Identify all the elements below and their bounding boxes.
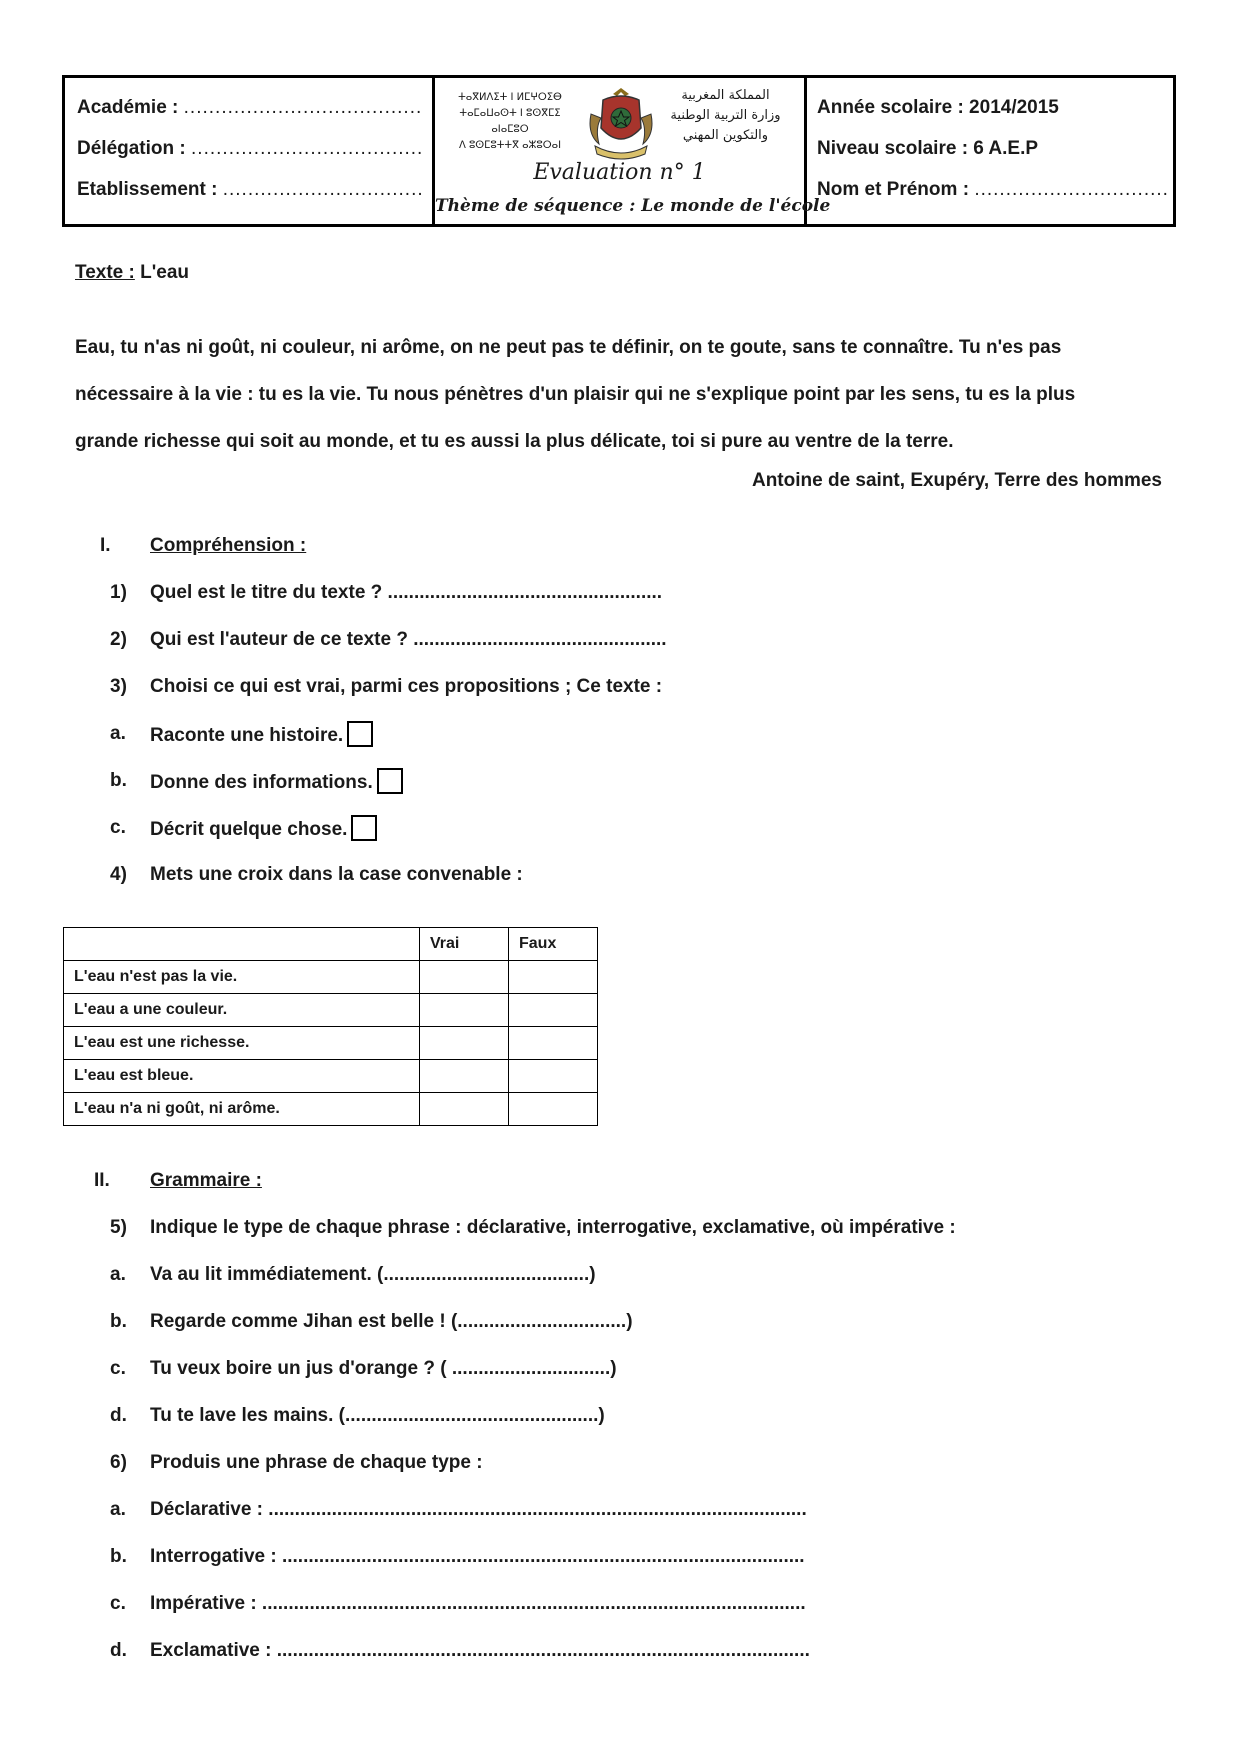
item-letter: d.	[110, 1405, 127, 1426]
item-letter: b.	[110, 1546, 127, 1567]
delegation-label: Délégation :	[77, 138, 186, 159]
tifinagh-line-1: ⵜⴰⴳⵍⴷⵉⵜ ⵏ ⵍⵎⵖⵔⵉⴱ	[458, 92, 562, 103]
faux-cell[interactable]	[509, 1027, 598, 1060]
question-text[interactable]: Quel est le titre du texte ? ....................................................	[150, 582, 663, 603]
tifinagh-text	[455, 90, 565, 154]
academie-field[interactable]: ......................................	[183, 97, 423, 118]
table-row	[64, 994, 598, 1027]
paragraph-line-2: nécessaire à la vie : tu es la vie. Tu nous pénètres d'un plaisir qui ne s'explique point par les sens, tu es la plus	[75, 384, 1076, 405]
item-text[interactable]: Interrogative : ...................................................................................................	[150, 1546, 805, 1567]
header-box	[62, 75, 1176, 227]
choice-letter: a.	[110, 723, 126, 744]
text-paragraph	[75, 324, 1175, 465]
item-text[interactable]: Impérative : .......................................................................................................	[150, 1593, 806, 1614]
school-level: Niveau scolaire : 6 A.E.P	[817, 138, 1039, 159]
question-text[interactable]: Qui est l'auteur de ce texte ? ................................................	[150, 629, 667, 650]
tifinagh-line-2: ⵜⴰⵎⴰⵡⴰⵙⵜ ⵏ ⵓⵙⴳⵎⵉ ⴰⵏⴰⵎⵓⵔ	[459, 108, 561, 135]
header-left	[65, 78, 435, 224]
arabic-line-1: المملكة المغربية	[681, 88, 770, 103]
faux-cell[interactable]	[509, 994, 598, 1027]
question-number: 5)	[110, 1217, 127, 1238]
header-center	[435, 78, 831, 224]
vrai-cell[interactable]	[420, 961, 509, 994]
table-row	[64, 1027, 598, 1060]
etablissement-line	[77, 178, 432, 219]
item-letter: c.	[110, 1358, 126, 1379]
faux-cell[interactable]	[509, 961, 598, 994]
arabic-line-2: وزارة التربية الوطنية	[670, 108, 781, 123]
vrai-cell[interactable]	[420, 1060, 509, 1093]
etablissement-field[interactable]: ................................	[222, 179, 424, 200]
vrai-cell[interactable]	[420, 1027, 509, 1060]
section-number: II.	[94, 1170, 110, 1191]
name-label: Nom et Prénom :	[817, 179, 970, 200]
academie-label: Académie :	[77, 97, 179, 118]
table-row	[64, 961, 598, 994]
choice-text: Décrit quelque chose.	[150, 819, 348, 841]
table-header-row	[64, 928, 598, 961]
table-row	[64, 1093, 598, 1126]
statement-cell: L'eau est une richesse.	[64, 1027, 420, 1060]
question-number: 6)	[110, 1452, 127, 1473]
sequence-theme: Thème de séquence : Le monde de l'école	[435, 196, 831, 216]
table-header-faux: Faux	[509, 928, 598, 961]
text-author: Antoine de saint, Exupéry, Terre des hommes	[751, 470, 1162, 491]
table-header-empty	[64, 928, 420, 961]
question-number: 1)	[110, 582, 127, 603]
item-letter: d.	[110, 1640, 127, 1661]
item-text[interactable]: Tu veux boire un jus d'orange ? ( ..............................)	[150, 1358, 617, 1379]
true-false-table	[63, 927, 598, 1126]
item-letter: a.	[110, 1499, 126, 1520]
choice-c-checkbox[interactable]	[351, 815, 377, 841]
choice-text: Donne des informations.	[150, 772, 373, 794]
item-letter: c.	[110, 1593, 126, 1614]
statement-cell: L'eau a une couleur.	[64, 994, 420, 1027]
item-letter: b.	[110, 1311, 127, 1332]
name-field[interactable]: ...............................	[974, 179, 1169, 200]
statement-cell: L'eau n'est pas la vie.	[64, 961, 420, 994]
item-text[interactable]: Exclamative : .....................................................................................................	[150, 1640, 810, 1661]
section-number: I.	[100, 535, 111, 556]
evaluation-title: Evaluation n° 1	[533, 160, 706, 185]
table-header-vrai: Vrai	[420, 928, 509, 961]
faux-cell[interactable]	[509, 1060, 598, 1093]
statement-cell: L'eau est bleue.	[64, 1060, 420, 1093]
paragraph-line-3: grande richesse qui soit au monde, et tu es aussi la plus délicate, toi si pure au ventre de la terre.	[75, 431, 954, 452]
tifinagh-line-3: ⴷ ⵓⵙⵎⵓⵜⵜⴳ ⴰⵣⵓⵔⴰⵏ	[458, 140, 562, 151]
question-text: Indique le type de chaque phrase : déclarative, interrogative, exclamative, où impérative :	[150, 1217, 956, 1238]
arabic-text	[663, 86, 788, 146]
item-text[interactable]: Déclarative : ......................................................................................................	[150, 1499, 807, 1520]
question-text: Mets une croix dans la case convenable :	[150, 864, 523, 885]
delegation-line	[77, 137, 432, 178]
choice-letter: c.	[110, 817, 126, 838]
question-text: Choisi ce qui est vrai, parmi ces propositions ; Ce texte :	[150, 676, 663, 697]
section-grammaire	[0, 1170, 600, 1200]
text-title	[75, 262, 189, 284]
question-number: 3)	[110, 676, 127, 697]
arabic-line-3: والتكوين المهني	[682, 128, 769, 143]
question-text: Produis une phrase de chaque type :	[150, 1452, 483, 1473]
item-letter: a.	[110, 1264, 126, 1285]
delegation-field[interactable]: .....................................	[191, 138, 424, 159]
section-label: Compréhension :	[150, 535, 307, 556]
section-label: Grammaire :	[150, 1170, 262, 1191]
academie-line	[77, 96, 432, 137]
text-name: L'eau	[134, 262, 189, 283]
name-line	[817, 178, 1173, 219]
faux-cell[interactable]	[509, 1093, 598, 1126]
header-right	[807, 78, 1173, 224]
question-number: 4)	[110, 864, 127, 885]
table-row	[64, 1060, 598, 1093]
vrai-cell[interactable]	[420, 994, 509, 1027]
question-number: 2)	[110, 629, 127, 650]
moroccan-emblem-icon	[585, 84, 657, 162]
etablissement-label: Etablissement :	[77, 179, 218, 200]
item-text[interactable]: Va au lit immédiatement. (.......................................)	[150, 1264, 596, 1285]
section-comprehension	[0, 535, 600, 565]
school-year: Année scolaire : 2014/2015	[817, 97, 1059, 118]
text-label: Texte :	[75, 262, 135, 283]
item-text[interactable]: Regarde comme Jihan est belle ! (................................)	[150, 1311, 633, 1332]
statement-cell: L'eau n'a ni goût, ni arôme.	[64, 1093, 420, 1126]
choice-a-checkbox[interactable]	[347, 721, 373, 747]
vrai-cell[interactable]	[420, 1093, 509, 1126]
paragraph-line-1: Eau, tu n'as ni goût, ni couleur, ni arôme, on ne peut pas te définir, on te goute, sans te connaître. Tu n'es pas	[75, 337, 1062, 358]
item-text[interactable]: Tu te lave les mains. (................................................)	[150, 1405, 605, 1426]
choice-letter: b.	[110, 770, 127, 791]
choice-b-checkbox[interactable]	[377, 768, 403, 794]
choice-text: Raconte une histoire.	[150, 725, 344, 747]
